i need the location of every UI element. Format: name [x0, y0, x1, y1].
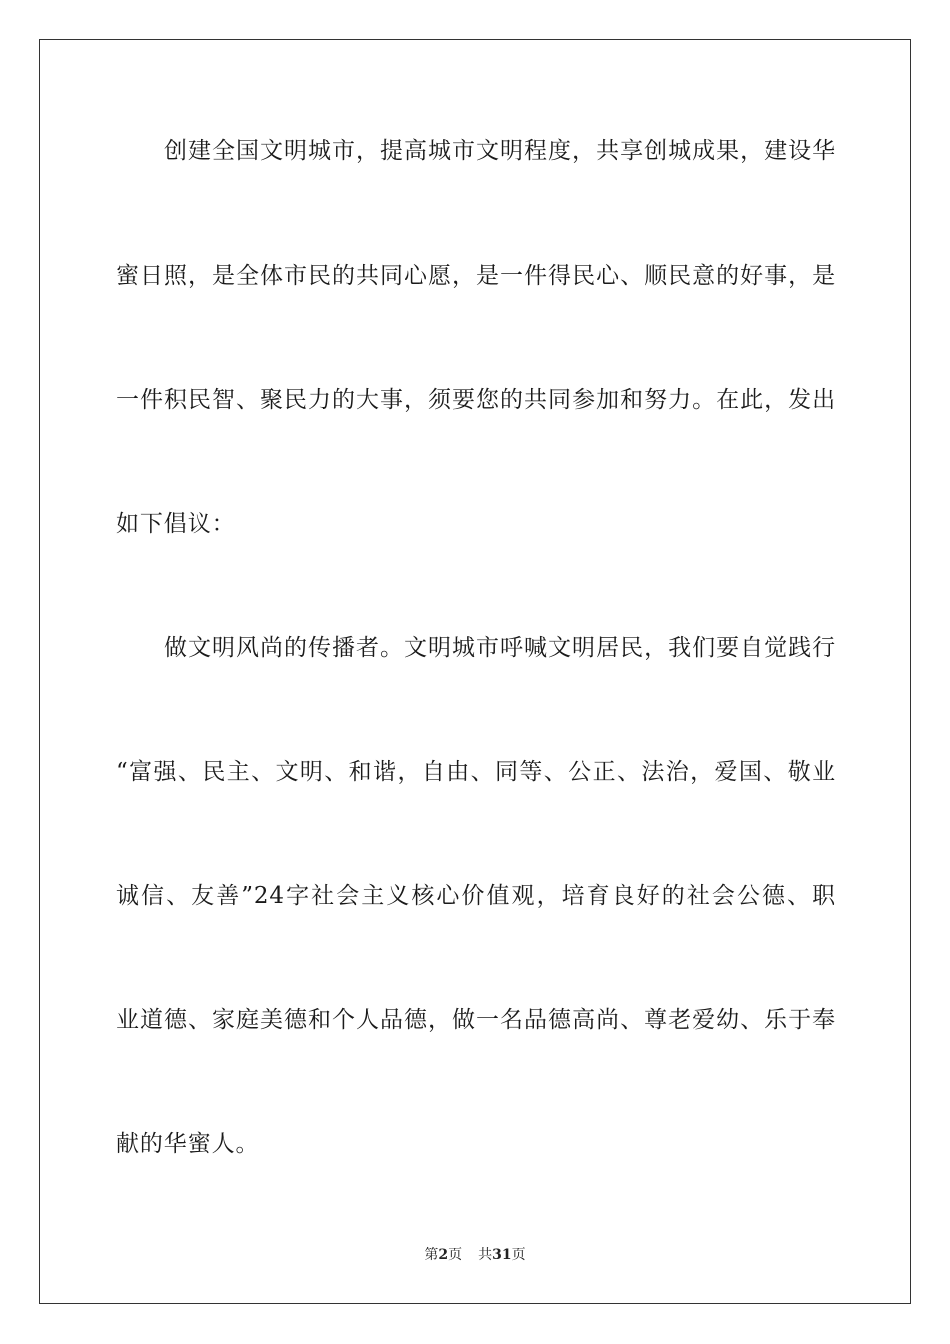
page-number: 2: [438, 1247, 449, 1263]
paragraph-1-line-1: 创建全国文明城市，提高城市文明程度，共享创城成果，建设华: [164, 138, 836, 164]
paragraph-1-line-3: 一件积民智、聚民力的大事，须要您的共同参加和努力。在此，发出: [116, 387, 836, 413]
paragraph-1-line-2: 蜜日照，是全体市民的共同心愿，是一件得民心、顺民意的好事，是: [116, 263, 836, 289]
page-suffix: 页: [448, 1247, 463, 1263]
paragraph-2-line-4: 业道德、家庭美德和个人品德，做一名品德高尚、尊老爱幼、乐于奉: [116, 1007, 836, 1033]
page-prefix: 第: [424, 1247, 439, 1263]
page-footer: [0, 1245, 950, 1265]
paragraph-2-line-1: 做文明风尚的传播者。文明城市呼喊文明居民，我们要自觉践行: [164, 635, 836, 661]
total-prefix: 共: [478, 1247, 493, 1263]
page-border: [39, 39, 911, 1304]
paragraph-2-line-2: “富强、民主、文明、和谐，自由、同等、公正、法治，爱国、敬业: [116, 759, 836, 785]
total-suffix: 页: [511, 1247, 526, 1263]
paragraph-1-line-4: 如下倡议：: [116, 511, 236, 537]
paragraph-2-line-3: 诚信、友善”24字社会主义核心价值观，培育良好的社会公德、职: [116, 883, 836, 909]
paragraph-2-line-5: 献的华蜜人。: [116, 1131, 260, 1157]
total-pages: 31: [492, 1247, 512, 1263]
